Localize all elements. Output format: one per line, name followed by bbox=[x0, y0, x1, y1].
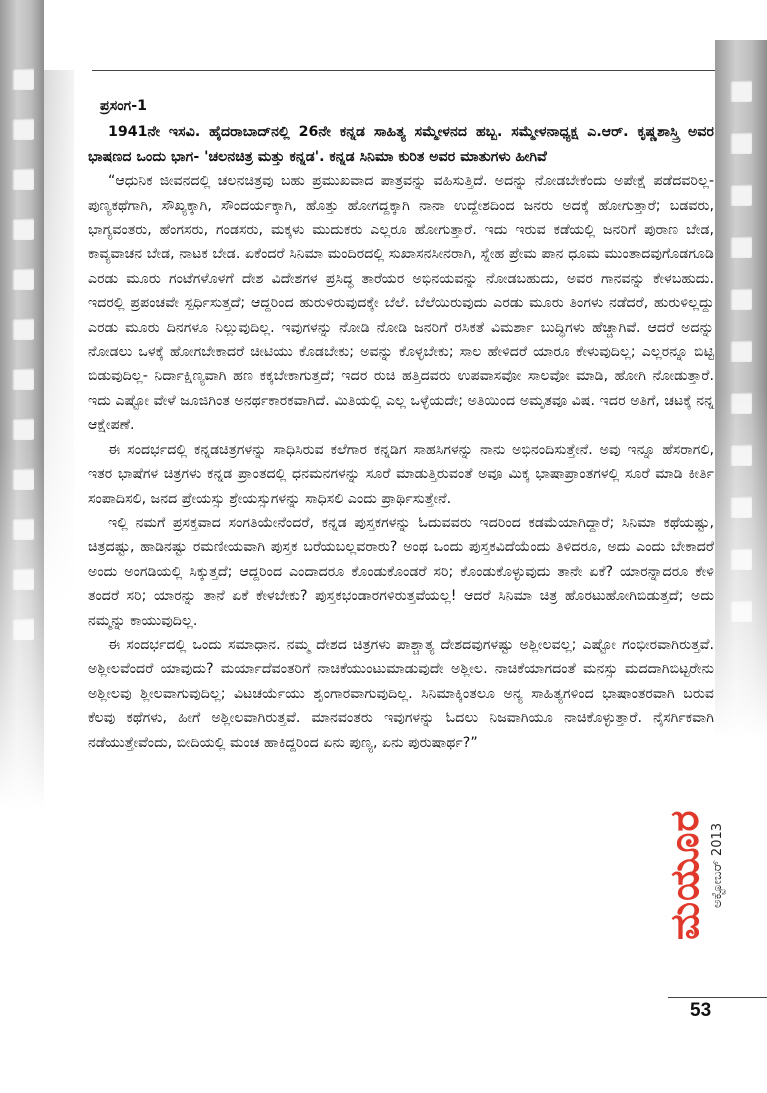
article-body bbox=[88, 94, 714, 755]
film-hole bbox=[730, 80, 752, 102]
film-hole bbox=[12, 268, 34, 290]
film-hole bbox=[730, 184, 752, 206]
film-strip-right bbox=[715, 40, 767, 740]
film-hole bbox=[12, 118, 34, 140]
article-paragraph-intro: 1941ನೇ ಇಸವಿ. ಹೈದರಾಬಾದ್‌ನಲ್ಲಿ 26ನೇ ಕನ್ನಡ ಸಾಹಿತ್ಯ ಸಮ್ಮೇಳನದ ಹಬ್ಬ. ಸಮ್ಮೇಳನಾಧ್ಯಕ್ಷ ಎ.ಆರ್. ಕೃಷ್ಣಶಾಸ್ತ್ರಿ ಅವರ ಭಾಷಣದ ಒಂದು ಭಾಗ- 'ಚಲನಚಿತ್ರ ಮತ್ತು ಕನ್ನಡ'. ಕನ್ನಡ ಸಿನಿಮಾ ಕುರಿತ ಅವರ ಮಾತುಗಳು ಹೀಗಿವೆ bbox=[88, 124, 714, 165]
film-hole bbox=[730, 340, 752, 362]
top-rule bbox=[92, 70, 715, 71]
film-hole bbox=[730, 444, 752, 466]
film-hole bbox=[12, 68, 34, 90]
film-hole bbox=[12, 368, 34, 390]
page-number: 53 bbox=[690, 1000, 712, 1021]
issue-date: ಅಕ್ಟೋಬರ್ 2013 bbox=[710, 822, 725, 908]
film-hole bbox=[730, 132, 752, 154]
film-hole bbox=[12, 168, 34, 190]
article-paragraph: ಇಲ್ಲಿ ನಮಗೆ ಪ್ರಸಕ್ತವಾದ ಸಂಗತಿಯೇನೆಂದರೆ, ಕನ್ನಡ ಪುಸ್ತಕಗಳನ್ನು ಓದುವವರು ಇದರಿಂದ ಕಡಮೆಯಾಗಿದ್ದಾರೆ; ಸಿನಿಮಾ ಕಥೆಯಷ್ಟು, ಚಿತ್ರದಷ್ಟು, ಹಾಡಿನಷ್ಟು ರಮಣೀಯವಾಗಿ ಪುಸ್ತಕ ಬರೆಯಬಲ್ಲವರಾರು? ಅಂಥ ಒಂದು ಪುಸ್ತಕವಿದೆಯೆಂದು ತಿಳಿದರೂ, ಅದು ಎಂದು ಬೇಕಾದರೆ ಅಂದು ಅಂಗಡಿಯಲ್ಲಿ ಸಿಕ್ಕುತ್ತದೆ; ಆದ್ದರಿಂದ ಎಂದಾದರೂ ಕೊಂಡುಕೊಂಡರೆ ಸರಿ; ಕೊಂಡುಕೊಳ್ಳುವುದು ತಾನೇ ಏಕೆ? ಯಾರನ್ನಾದರೂ ಕೇಳಿ ತಂದರೆ ಸರಿ; ಯಾರನ್ನು ತಾನೆ ಏಕೆ ಕೇಳಬೇಕು? ಪುಸ್ತಕಭಂಡಾರಗಳಿರುತ್ತವೆಯಲ್ಲ! ಆದರೆ ಸಿನಿಮಾ ಚಿತ್ರ ಹೊರಟುಹೋಗಿಬಿಡುತ್ತದೆ; ಅದು ನಮ್ಮನ್ನು ಕಾಯುವುದಿಲ್ಲ. bbox=[88, 514, 714, 629]
film-hole bbox=[12, 318, 34, 340]
film-hole bbox=[12, 518, 34, 540]
article-paragraph: “ಆಧುನಿಕ ಜೀವನದಲ್ಲಿ ಚಲನಚಿತ್ರವು ಬಹು ಪ್ರಮುಖವಾದ ಪಾತ್ರವನ್ನು ವಹಿಸುತ್ತಿದೆ. ಅದನ್ನು ನೋಡಬೇಕೆಂದು ಅಪೇಕ್ಷೆ ಪಡೆದವರಿಲ್ಲ- ಪುಣ್ಯಕಥೆಗಾಗಿ, ಸೌಖ್ಯಕ್ಕಾಗಿ, ಸೌಂದರ್ಯಕ್ಕಾಗಿ, ಹೊತ್ತು ಹೋಗದ್ದಕ್ಕಾಗಿ ನಾನಾ ಉದ್ದೇಶದಿಂದ ಜನರು ಅದಕ್ಕೆ ಹೋಗುತ್ತಾರೆ; ಬಡವರು, ಭಾಗ್ಯವಂತರು, ಹೆಂಗಸರು, ಗಂಡಸರು, ಮಕ್ಕಳು ಮುದುಕರು ಎಲ್ಲರೂ ಹೋಗುತ್ತಾರೆ. ಇದು ಇರುವ ಕಡೆಯಲ್ಲಿ ಜನರಿಗೆ ಪುರಾಣ ಬೇಡ, ಕಾವ್ಯವಾಚನ ಬೇಡ, ನಾಟಕ ಬೇಡ. ಏಕೆಂದರೆ ಸಿನಿಮಾ ಮಂದಿರದಲ್ಲಿ ಸುಖಾಸನಸೀನರಾಗಿ, ಸ್ನೇಹ ಪ್ರೇಮ ಪಾನ ಧೂಮ ಮುಂತಾದವುಗೊಡಗೂಡಿ ಎರಡು ಮೂರು ಗಂಟೆಗಳೊಳಗೆ ದೇಶ ವಿದೇಶಗಳ ಪ್ರಸಿದ್ಧ ತಾರೆಯರ ಅಭಿನಯವನ್ನು ನೋಡಬಹುದು, ಅವರ ಗಾನವನ್ನು ಕೇಳಬಹುದು. ಇದರಲ್ಲಿ ಪ್ರಪಂಚವೇ ಸ್ಪರ್ಧಿಸುತ್ತದೆ; ಆದ್ದರಿಂದ ಹುರುಳಿರುವುದಕ್ಕೇ ಬೆಲೆ. ಬೆಲೆಯಿರುವುದು ಎರಡು ಮೂರು ತಿಂಗಳು ನಡೆದರೆ, ಹುರುಳಿಲ್ಲದ್ದು ಎರಡು ಮೂರು ದಿನಗಳೂ ನಿಲ್ಲುವುದಿಲ್ಲ. ಇವುಗಳನ್ನು ನೋಡಿ ನೋಡಿ ಜನರಿಗೆ ರಸಿಕತೆ ವಿಮರ್ಶಾ ಬುದ್ಧಿಗಳು ಹೆಚ್ಚಾಗಿವೆ. ಆದರೆ ಅದನ್ನು ನೋಡಲು ಒಳಕ್ಕೆ ಹೋಗಬೇಕಾದರೆ ಚೀಟಿಯು ಕೊಡಬೇಕು; ಅವನ್ನು ಕೊಳ್ಳಬೇಕು; ಸಾಲ ಹೇಳಿದರೆ ಯಾರೂ ಕೇಳುವುದಿಲ್ಲ; ಎಲ್ಲರನ್ನೂ ಬಿಟ್ಟಿ ಬಿಡುವುದಿಲ್ಲ- ನಿರ್ದಾಕ್ಷಿಣ್ಯವಾಗಿ ಹಣ ಕಕ್ಕಬೇಕಾಗುತ್ತದೆ; ಇದರ ರುಚಿ ಹತ್ತಿದವರು ಉಪವಾಸವೋ ಸಾಲವೋ ಮಾಡಿ, ಹೋಗಿ ನೋಡುತ್ತಾರೆ. ಇದು ಎಷ್ಟೋ ವೇಳೆ ಜೂಜಿಗಿಂತ ಅನರ್ಥಕಾರಕವಾಗಿದೆ. ಮಿತಿಯಲ್ಲಿ ಎಲ್ಲ ಒಳ್ಳೆಯದೇ; ಅತಿಯಿಂದ ಅಮೃತವೂ ವಿಷ. ಇದರ ಅತಿಗೆ, ಚಟಕ್ಕೆ ನನ್ನ ಆಕ್ಷೇಪಣೆ. bbox=[88, 173, 714, 434]
film-frame-edge bbox=[44, 70, 74, 610]
footer-rule bbox=[668, 997, 767, 998]
film-hole bbox=[730, 236, 752, 258]
section-label: ಪ್ರಸಂಗ-1 bbox=[100, 98, 147, 114]
article-paragraph: ಈ ಸಂದರ್ಭದಲ್ಲಿ ಕನ್ನಡಚಿತ್ರಗಳನ್ನು ಸಾಧಿಸಿರುವ ಕಲೆಗಾರ ಕನ್ನಡಿಗ ಸಾಹಸಿಗಳನ್ನು ನಾನು ಅಭಿನಂದಿಸುತ್ತೇನೆ. ಅವು ಇನ್ನೂ ಹೆಸರಾಗಲಿ, ಇತರ ಭಾಷೆಗಳ ಚಿತ್ರಗಳು ಕನ್ನಡ ಪ್ರಾಂತದಲ್ಲಿ ಧನಮನಗಳನ್ನು ಸೂರೆ ಮಾಡುತ್ತಿರುವಂತೆ ಅವೂ ಮಿಕ್ಕ ಭಾಷಾಪ್ರಾಂತಗಳಲ್ಲಿ ಸೂರೆ ಮಾಡಿ ಕೀರ್ತಿ ಸಂಪಾದಿಸಲಿ, ಜನದ ಪ್ರೇಯಸ್ಸು ಶ್ರೇಯಸ್ಸುಗಳನ್ನು ಸಾಧಿಸಲಿ ಎಂದು ಪ್ರಾರ್ಥಿಸುತ್ತೇನೆ. bbox=[88, 441, 714, 507]
film-strip-left bbox=[0, 0, 44, 810]
film-hole bbox=[730, 496, 752, 518]
film-hole bbox=[12, 618, 34, 640]
film-hole bbox=[12, 568, 34, 590]
film-hole bbox=[12, 468, 34, 490]
film-hole bbox=[730, 288, 752, 310]
film-hole bbox=[12, 418, 34, 440]
magazine-brand bbox=[662, 780, 725, 980]
film-hole bbox=[730, 392, 752, 414]
film-hole bbox=[730, 600, 752, 622]
masthead-logo: ಮಯೂರ bbox=[662, 809, 708, 940]
film-hole bbox=[730, 548, 752, 570]
film-hole bbox=[12, 218, 34, 240]
article-paragraph: ಈ ಸಂದರ್ಭದಲ್ಲಿ ಒಂದು ಸಮಾಧಾನ. ನಮ್ಮ ದೇಶದ ಚಿತ್ರಗಳು ಪಾಶ್ಚಾತ್ಯ ದೇಶದವುಗಳಷ್ಟು ಅಶ್ಲೀಲವಲ್ಲ; ಎಷ್ಟೋ ಗಂಭೀರವಾಗಿರುತ್ತವೆ. ಅಶ್ಲೀಲವೆಂದರೆ ಯಾವುದು? ಮರ್ಯಾದೆವಂತರಿಗೆ ನಾಚಿಕೆಯುಂಟುಮಾಡುವುದೇ ಅಶ್ಲೀಲ. ನಾಚಿಕೆಯಾಗದಂತೆ ಮನಸ್ಸು ಮದದಾಗಿಬಿಟ್ಟರೇನು ಅಶ್ಲೀಲವು ಶ್ಲೀಲವಾಗುವುದಿಲ್ಲ; ವಿಟಚರ್ಯೆಯು ಶೃಂಗಾರವಾಗುವುದಿಲ್ಲ. ಸಿನಿಮಾಕ್ಕಿಂತಲೂ ಅನ್ಯ ಸಾಹಿತ್ಯಗಳಿಂದ ಭಾಷಾಂತರವಾಗಿ ಬರುವ ಕೆಲವು ಕಥೆಗಳು, ಹೀಗೆ ಅಶ್ಲೀಲವಾಗಿರುತ್ತವೆ. ಮಾನವಂತರು ಇವುಗಳನ್ನು ಓದಲು ನಿಜವಾಗಿಯೂ ನಾಚಿಕೊಳ್ಳುತ್ತಾರೆ. ನೈಸರ್ಗಿಕವಾಗಿ ನಡೆಯುತ್ತೇವೆಂದು, ಬೀದಿಯಲ್ಲಿ ಮಂಚ ಹಾಕಿದ್ದರಿಂದ ಏನು ಪುಣ್ಯ, ಏನು ಪುರುಷಾರ್ಥ?” bbox=[88, 636, 714, 751]
